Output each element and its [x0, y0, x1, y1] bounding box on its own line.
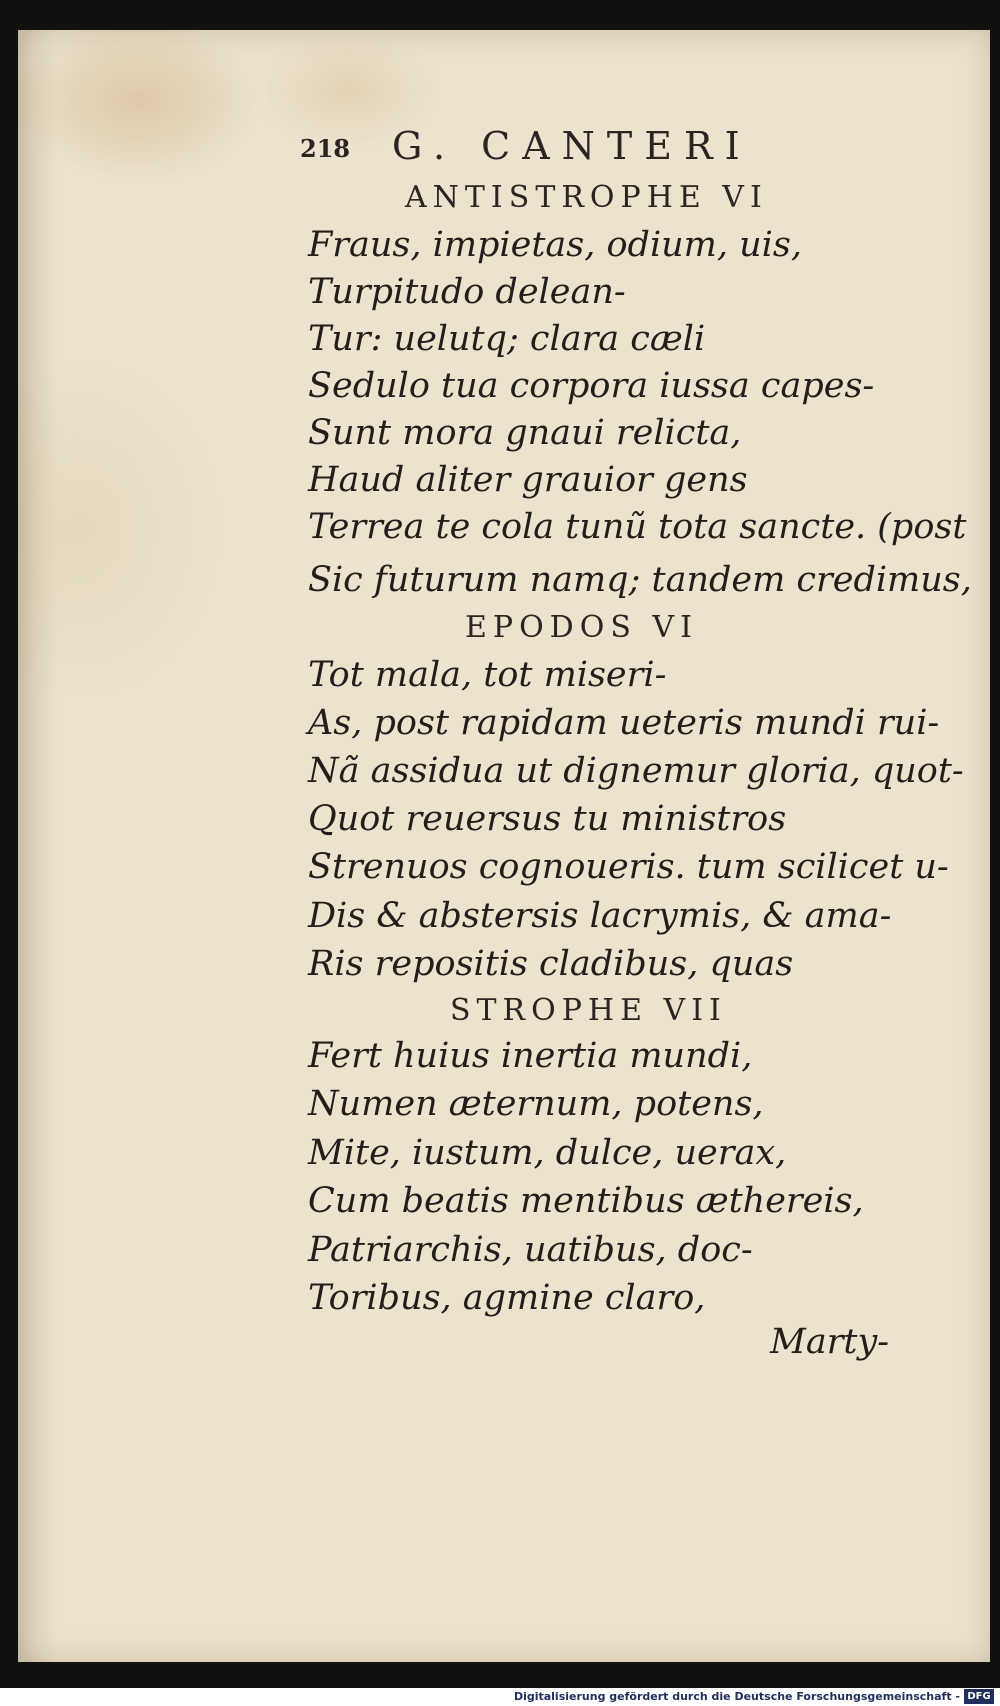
verse-line: Tur: uelutq; clara cæli — [308, 319, 706, 359]
verse-line: Terrea te cola tunũ tota sancte. (post — [308, 507, 967, 547]
strophe-heading: STROPHE VII — [450, 993, 727, 1028]
verse-line: Haud aliter grauior gens — [308, 460, 748, 500]
verse-line: Sic futurum namq; tandem credimus, — [308, 560, 972, 600]
page-header — [300, 120, 840, 170]
verse-line: Fert huius inertia mundi, — [308, 1036, 753, 1076]
verse-line: Fraus, impietas, odium, uis, — [308, 225, 802, 265]
verse-line: Quot reuersus tu ministros — [308, 799, 787, 839]
verse-line: Strenuos cognoueris. tum scilicet u- — [308, 847, 949, 887]
digitization-footer — [0, 1688, 1000, 1706]
verse-line: As, post rapidam ueteris mundi rui- — [308, 703, 940, 743]
verse-line: Tot mala, tot miseri- — [308, 655, 667, 695]
verse-line: Sunt mora gnaui relicta, — [308, 413, 742, 453]
verse-line: Patriarchis, uatibus, doc- — [308, 1230, 753, 1270]
verse-line: Ris repositis cladibus, quas — [308, 944, 794, 984]
epodos-heading: EPODOS VI — [465, 610, 698, 645]
antistrophe-heading: ANTISTROPHE VI — [405, 180, 768, 215]
verse-line: Numen æternum, potens, — [308, 1084, 764, 1124]
verse-line: Mite, iustum, dulce, uerax, — [308, 1133, 787, 1173]
running-head: G. CANTERI — [392, 124, 752, 168]
verse-line: Nã assidua ut dignemur gloria, quot- — [308, 751, 964, 791]
verse-line: Dis & abstersis lacrymis, & ama- — [308, 896, 892, 936]
verse-line: Toribus, agmine claro, — [308, 1278, 706, 1318]
verse-line: Cum beatis mentibus æthereis, — [308, 1181, 864, 1221]
footer-credit: Digitalisierung gefördert durch die Deutsche Forschungsgemeinschaft - — [513, 1690, 960, 1703]
verse-line: Turpitudo delean- — [308, 272, 626, 312]
dfg-logo: DFG — [964, 1689, 994, 1704]
page-number: 218 — [300, 134, 351, 163]
catchword: Marty- — [770, 1322, 890, 1362]
verse-line: Sedulo tua corpora iussa capes- — [308, 366, 875, 406]
